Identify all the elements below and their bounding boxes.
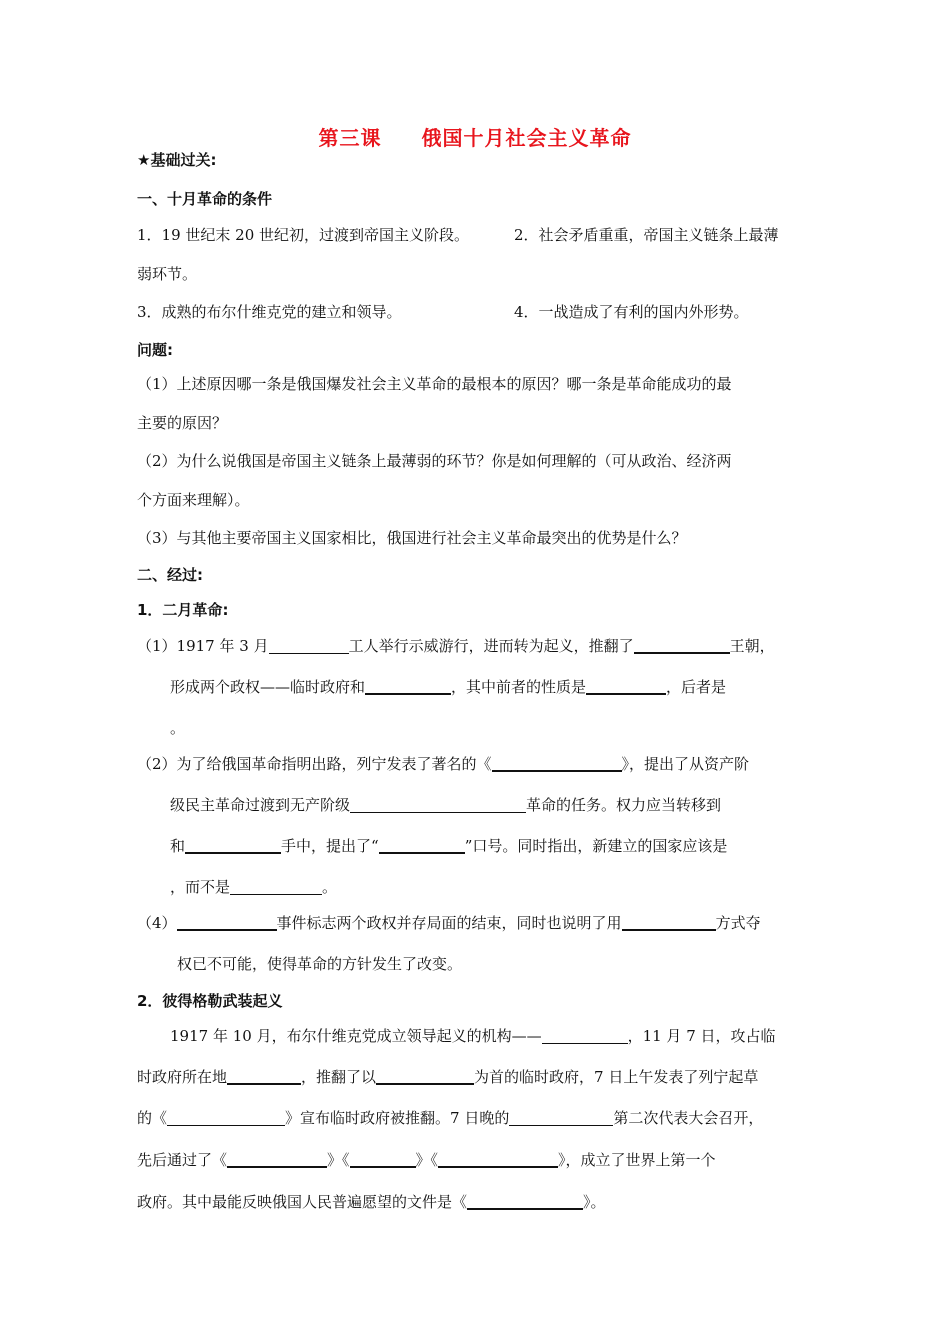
feb-item1-line1: （1）1917 年 3 月 工人举行示威游行，进而转为起义，推翻了 王朝，	[137, 637, 775, 655]
blank-decree-3[interactable]	[438, 1150, 558, 1168]
feb-item2-line3: 和 手中，提出了“ ”口号。同时指出，新建立的国家应该是	[170, 837, 728, 855]
feb-item2-line1: （2）为了给俄国革命指明出路，列宁发表了著名的《 》，提出了从资产阶	[137, 755, 750, 773]
blank-nature-former[interactable]	[586, 677, 666, 695]
blank-thesis-title[interactable]	[492, 754, 622, 772]
feb-item1-line2: 形成两个政权——临时政府和 ，其中前者的性质是 ，后者是	[170, 678, 727, 696]
uprising-line5: 政府。其中最能反映俄国人民普遍愿望的文件是《 》。	[137, 1193, 606, 1211]
uprising-line4: 先后通过了《 》《 》《 》，成立了世界上第一个	[137, 1151, 716, 1169]
questions-heading: 问题:	[137, 341, 173, 359]
blank-decree-2[interactable]	[350, 1150, 416, 1168]
blank-congress[interactable]	[509, 1109, 613, 1126]
blank-gov-leader[interactable]	[376, 1067, 474, 1085]
basics-heading: ★基础过关:	[137, 151, 217, 169]
blank-key-document[interactable]	[467, 1192, 583, 1210]
condition-3: 3．成熟的布尔什维克党的建立和领导。	[137, 303, 402, 321]
feb-item1-line3: 。	[170, 719, 186, 737]
question-3: （3）与其他主要帝国主义国家相比，俄国进行社会主义革命最突出的优势是什么？	[137, 529, 687, 547]
condition-1: 1．19 世纪末 20 世纪初，过渡到帝国主义阶段。	[137, 226, 470, 244]
condition-2: 2．社会矛盾重重，帝国主义链条上最薄	[514, 226, 779, 244]
feb-item2-line2: 级民主革命过渡到无产阶级 革命的任务。权力应当转移到	[170, 796, 722, 814]
blank-gov-seat[interactable]	[227, 1067, 301, 1085]
feb-item4-line1: （4） 事件标志两个政权并存局面的结束，同时也说明了用 方式夺	[137, 914, 761, 932]
question-2: （2）为什么说俄国是帝国主义链条上最薄弱的环节？你是如何理解的（可从政治、经济两	[137, 452, 732, 470]
section2-heading: 二、经过:	[137, 566, 203, 584]
condition-4: 4．一战造成了有利的国内外形势。	[514, 303, 749, 321]
petrograd-uprising-heading: 2．彼得格勒武装起义	[137, 992, 283, 1010]
feb-item4-line2: 权已不可能，使得革命的方针发生了改变。	[177, 955, 463, 973]
lesson-title	[0, 122, 950, 151]
feb-revolution-heading: 1．二月革命:	[137, 601, 229, 619]
condition-2-cont: 弱环节。	[137, 265, 198, 283]
uprising-line2: 时政府所在地 ，推翻了以 为首的临时政府，7 日上午发表了列宁起草	[137, 1068, 759, 1086]
uprising-line1: 1917 年 10 月，布尔什维克党成立领导起义的机构—— ，11 月 7 日，攻占临	[170, 1027, 776, 1045]
blank-method[interactable]	[622, 913, 716, 931]
section1-heading: 一、十月革命的条件	[137, 190, 273, 208]
blank-uprising-organ[interactable]	[542, 1027, 628, 1044]
uprising-line3: 的《 》宣布临时政府被推翻。7 日晚的 第二次代表大会召开，	[137, 1109, 764, 1127]
blank-slogan[interactable]	[379, 836, 465, 854]
blank-revolution-type[interactable]	[350, 796, 526, 813]
question-2-cont: 个方面来理解）。	[137, 491, 250, 509]
feb-item2-line4: ，而不是 。	[170, 878, 338, 896]
blank-decree-1[interactable]	[227, 1150, 327, 1168]
lesson-topic: 俄国十月社会主义革命	[421, 126, 632, 150]
question-1-cont: 主要的原因？	[137, 414, 228, 432]
blank-event[interactable]	[177, 913, 277, 931]
lesson-number: 第三课	[318, 126, 382, 150]
blank-power-holder[interactable]	[185, 836, 281, 854]
blank-city[interactable]	[269, 637, 349, 654]
question-1: （1）上述原因哪一条是俄国爆发社会主义革命的最根本的原因？哪一条是革命能成功的最	[137, 375, 732, 393]
blank-second-regime[interactable]	[365, 677, 451, 695]
blank-not-state[interactable]	[230, 878, 322, 895]
blank-dynasty[interactable]	[634, 636, 730, 654]
blank-proclamation[interactable]	[167, 1109, 285, 1126]
